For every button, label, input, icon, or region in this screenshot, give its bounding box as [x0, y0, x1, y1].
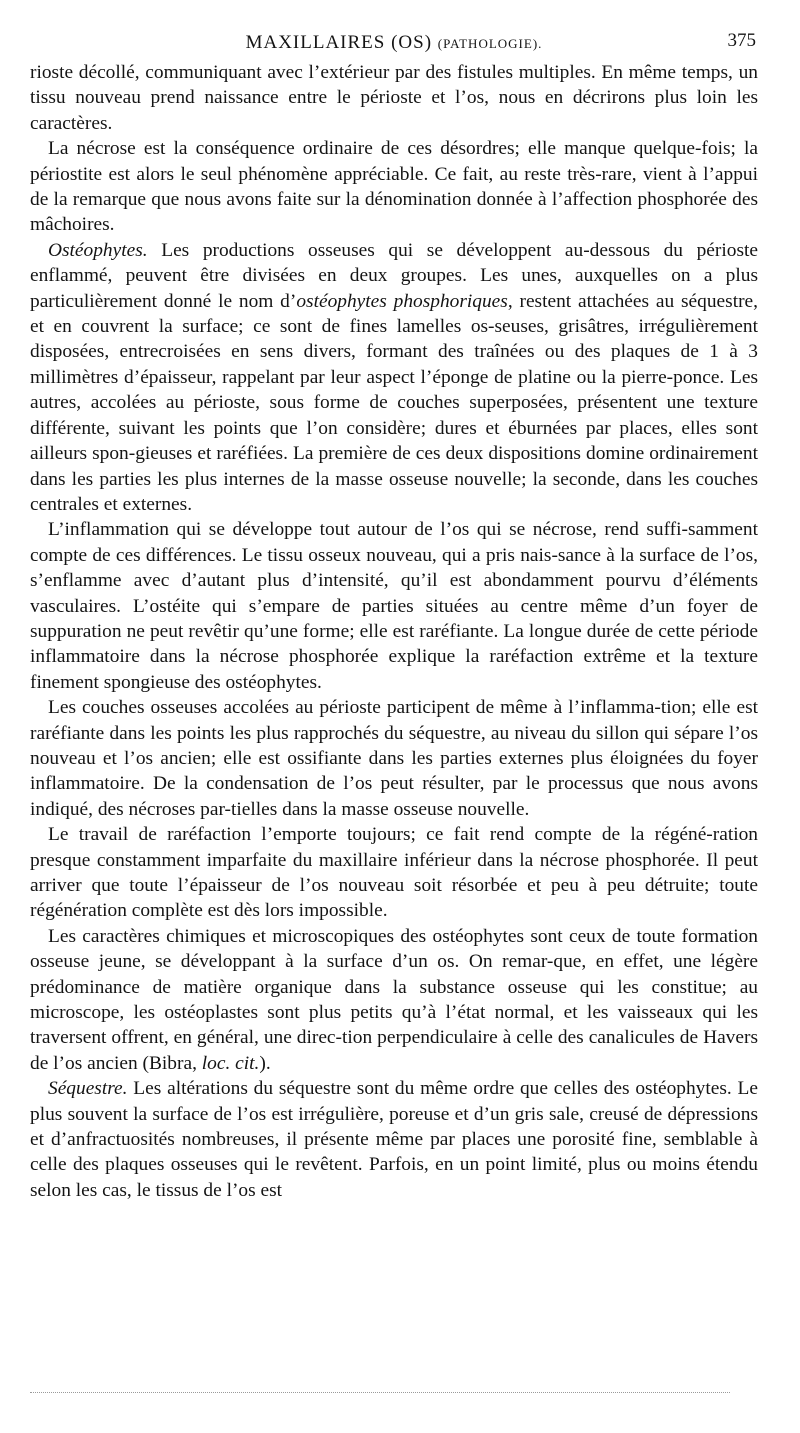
running-title-main: MAXILLAIRES (OS)	[245, 32, 433, 53]
text-run: ).	[259, 1052, 271, 1074]
text-run: Les altérations du séquestre sont du même ordre que celles des ostéophytes. Le plus souvent la surface de l’os est irrégulière, poreuse et d’un gris sale, creusé de dépressions et d’anfractuosités nombreuses, il présente même par places une porosité fine, semblable à celle des plaques osseuses qui le revêtent. Parfois, en un point limité, plus ou moins étendu selon les cas, le tissus de l’os est	[30, 1078, 758, 1201]
paragraph	[30, 924, 758, 1076]
text-run: rioste décollé, communiquant avec l’extérieur par des fistules multiples. En même temps, un tissu nouveau prend naissance entre le périoste et l’os, nous en décrirons plus loin les caractères.	[30, 62, 758, 134]
text-run: Les caractères chimiques et microscopiques des ostéophytes sont ceux de toute formation osseuse jeune, se développant à la surface d’un os. On remar-que, en effet, une légère prédominance de matière organique dans la substance osseuse qui les constitue; au microscope, les ostéoplastes sont plus petits qu’à l’état normal, et les vaisseaux qui les traversent offrent, en général, une direc-tion perpendiculaire à celle des canalicules de Havers de l’os ancien (Bibra,	[30, 925, 758, 1074]
text-run: Le travail de raréfaction l’emporte toujours; ce fait rend compte de la régéné-ration presque constamment imparfaite du maxillaire inférieur dans la nécrose phosphorée. Il peut arriver que toute l’épaisseur de l’os nouveau soit résorbée et peu à peu détruite; toute régénération complète est dès lors impossible.	[30, 824, 758, 922]
italic-term: ostéophytes phosphoriques	[296, 290, 508, 312]
paragraph	[30, 822, 758, 924]
running-head	[30, 24, 758, 54]
paragraph	[30, 238, 758, 517]
italic-term: loc. cit.	[201, 1052, 260, 1074]
paragraph	[30, 695, 758, 822]
text-run: Les productions osseuses qui se développent au-dessous du périoste enflammé, peuvent être divisées en deux groupes. Les unes, auxquelles on a plus particulièrement donné le nom d’	[30, 239, 758, 312]
italic-term: Ostéophytes.	[48, 239, 148, 261]
text-run: La nécrose est la conséquence ordinaire de ces désordres; elle manque quelque-fois; la périostite est alors le seul phénomène appréciable. Ce fait, au reste très-rare, vient à l’appui de la remarque que nous avons faite sur la dénomination donnée à l’affection phosphorée des mâchoires.	[30, 138, 758, 236]
paragraph	[30, 60, 758, 136]
body-text	[30, 60, 758, 1203]
paragraph	[30, 1076, 758, 1203]
paragraph	[30, 517, 758, 695]
paragraph	[30, 136, 758, 238]
text-run: L’inflammation qui se développe tout autour de l’os qui se nécrose, rend suffi-samment compte de ces différences. Le tissu osseux nouveau, qui a pris nais-sance à la surface de l’os, s’enflamme avec d’autant plus d’intensité, qu’il est abondamment pourvu d’éléments vasculaires. L’ostéite qui s’empare de parties situées au centre même d’un foyer de suppuration ne peut revêtir qu’une forme; elle est raréfiante. La longue durée de cette période inflammatoire dans la nécrose phosphorée explique la raréfaction extrême et la texture finement spongieuse des ostéophytes.	[30, 519, 758, 693]
italic-term: Séquestre.	[48, 1078, 128, 1100]
page-number: 375	[727, 30, 756, 51]
running-title-subject: (PATHOLOGIE).	[437, 36, 543, 51]
footer-rule	[30, 1392, 730, 1393]
running-title	[30, 32, 758, 54]
text-run: , restent attachées au séquestre, et en couvrent la surface; ce sont de fines lamelles os-seuses, grisâtres, irrégulièrement disposées, entrecroisées en sens divers, formant des traînées ou des plaques de 1 à 3 millimètres d’épaisseur, rappelant par leur aspect l’éponge de platine ou la pierre-ponce. Les autres, accolées au périoste, sous forme de couches superposées, présentent une texture différente, suivant les points que l’on considère; dures et éburnées par places, elles sont ailleurs spon-gieuses et raréfiées. La première de ces deux dispositions domine ordinairement dans les parties les plus internes de la masse osseuse nouvelle; la seconde, dans les couches centrales et externes.	[30, 290, 758, 515]
text-run: Les couches osseuses accolées au périoste participent de même à l’inflamma-tion; elle est raréfiante dans les points les plus rapprochés du séquestre, au niveau du sillon qui sépare l’os nouveau et l’os ancien; elle est ossifiante dans les parties externes plus éloignées du foyer inflammatoire. De la condensation de l’os peut résulter, par le processus que nous avons indiqué, des nécroses par-tielles dans la masse osseuse nouvelle.	[30, 697, 758, 820]
